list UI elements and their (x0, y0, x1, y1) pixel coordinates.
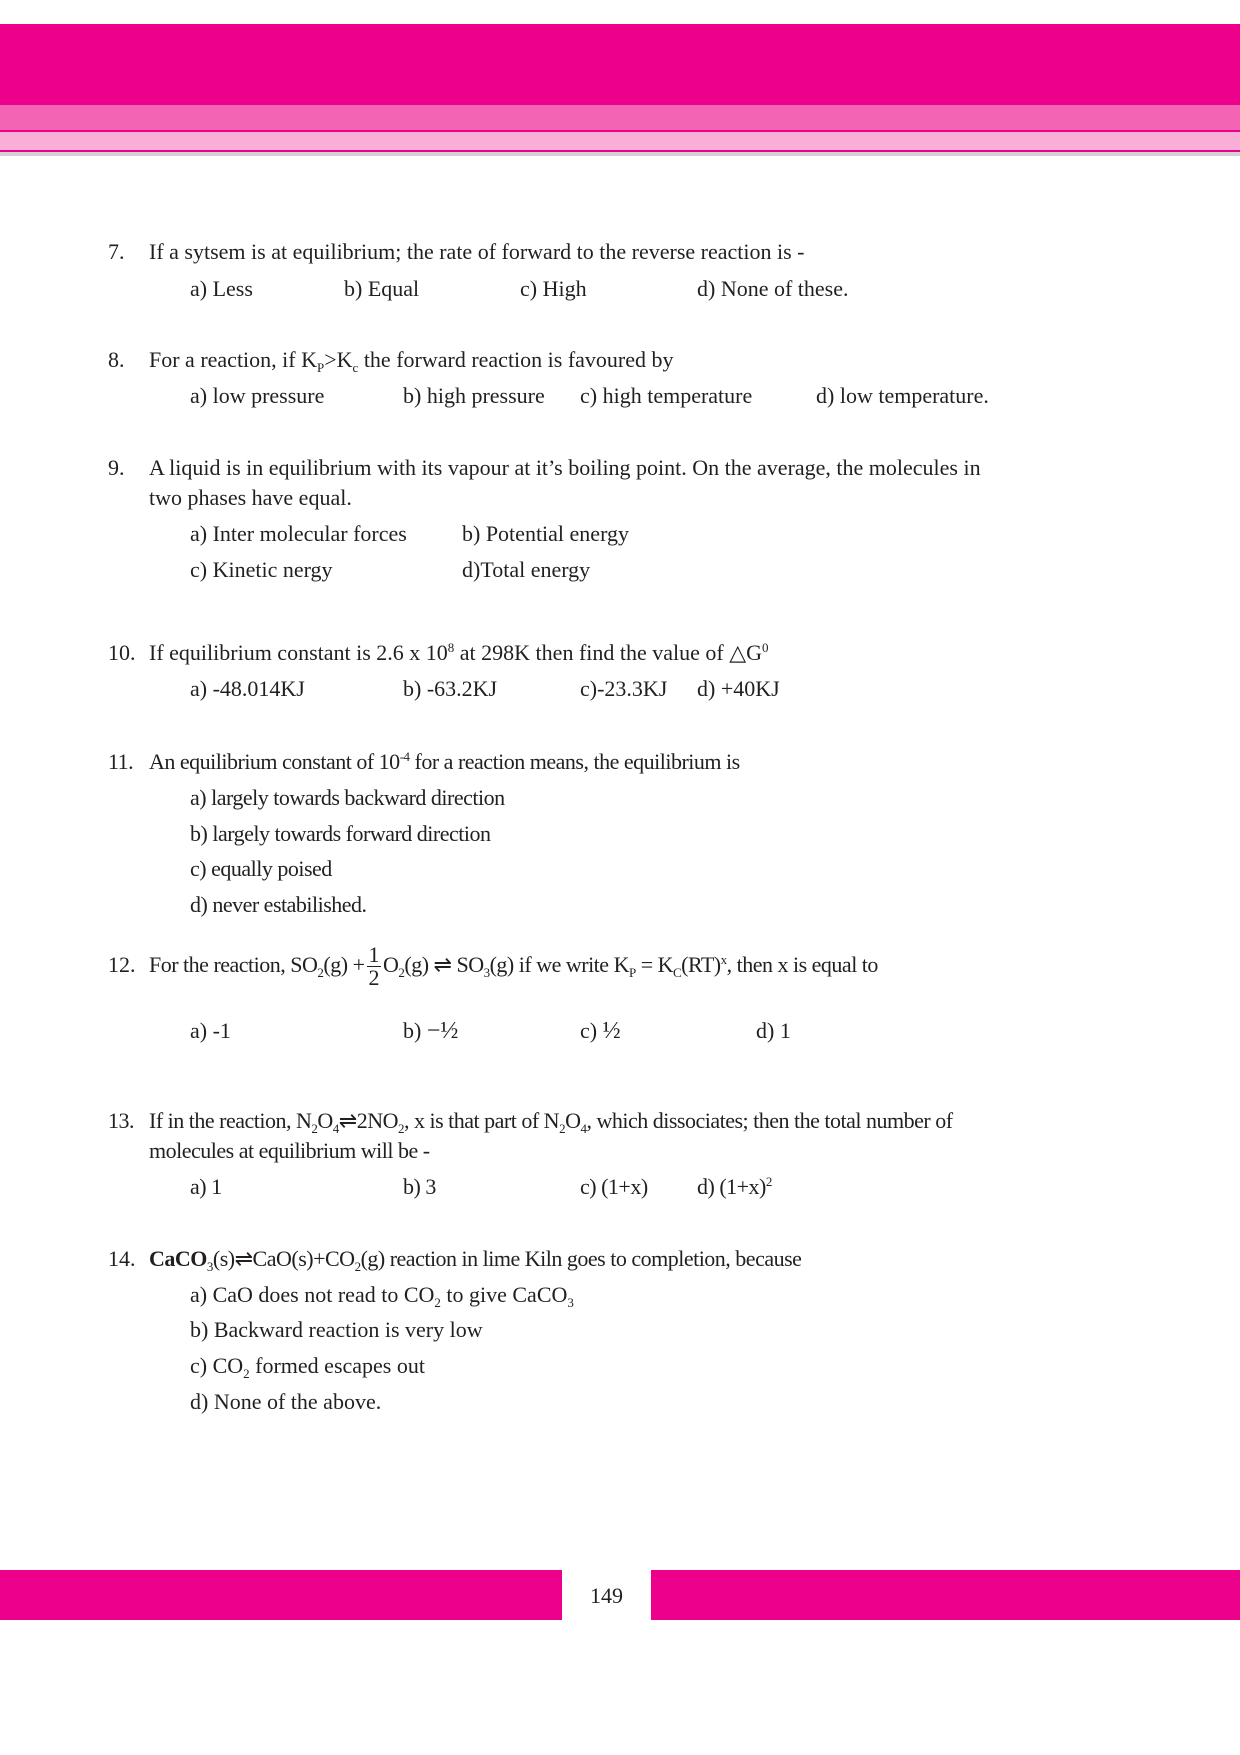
option-value: −½ (426, 1018, 459, 1044)
question-number: 12. (108, 952, 136, 977)
option-a: a) Inter molecular forces (190, 521, 407, 546)
option-a: a) Less (190, 276, 253, 301)
text: = K (635, 952, 673, 977)
text: for a reaction means, the equilibrium is (409, 749, 740, 774)
question-text (149, 346, 674, 374)
option-d (697, 1173, 772, 1201)
subscript: 2 (317, 965, 324, 980)
formula (290, 942, 514, 991)
text: For the reaction, (149, 952, 291, 977)
superscript: 8 (447, 640, 455, 655)
text: a) CaO does not read to CO (190, 1282, 435, 1307)
text: K (613, 952, 629, 977)
fraction (367, 944, 382, 989)
question-text: A liquid is in equilibrium with its vapour at it’s boiling point. On the average, the molecules in (149, 455, 981, 480)
subscript: 3 (567, 1295, 574, 1310)
option-d: d) None of the above. (190, 1389, 382, 1414)
text: (RT) (681, 952, 721, 977)
equilibrium-arrow-icon: ⇌ (234, 1246, 253, 1271)
text: , which dissociates; then the total number of (586, 1108, 953, 1133)
question-text: two phases have equal. (149, 485, 352, 510)
option-a: a) largely towards backward direction (190, 785, 505, 810)
question-text: If a sytsem is at equilibrium; the rate of forward to the reverse reaction is - (149, 239, 805, 264)
question-text: molecules at equilibrium will be - (149, 1138, 430, 1163)
subscript: C (672, 965, 682, 980)
formula-bold: CaCO (149, 1246, 207, 1271)
option-b: b) Potential energy (462, 521, 629, 546)
text: △G (729, 640, 763, 665)
subscript: P (317, 360, 325, 375)
question-number: 11. (108, 749, 134, 774)
text: at 298K then find the value of (454, 640, 730, 665)
text: (g) (404, 952, 429, 977)
superscript: x (720, 952, 727, 967)
option-b: b) largely towards forward direction (190, 821, 491, 846)
text: to give CaCO (440, 1282, 568, 1307)
option-c (190, 1352, 425, 1380)
text: , x is that part of N (403, 1108, 560, 1133)
text: formed escapes out (249, 1353, 425, 1378)
option-d: d)Total energy (462, 557, 591, 582)
subscript: 2 (397, 1121, 404, 1136)
subscript: 3 (483, 965, 490, 980)
footer-bar-left (0, 1570, 562, 1620)
option-c: c) High (520, 276, 587, 301)
superscript: 0 (762, 640, 769, 655)
header-band-light-pink (0, 132, 1240, 150)
text: If in the reaction, N (149, 1108, 312, 1133)
option-b: b) high pressure (403, 383, 545, 408)
question-text (149, 932, 878, 998)
equilibrium-arrow-icon: ⇌ (433, 952, 452, 977)
text: If equilibrium constant is 2.6 x 10 (149, 640, 448, 665)
option-c: c) Kinetic nergy (190, 557, 333, 582)
header-band-pink (0, 105, 1240, 130)
text: the forward reaction is favoured by (358, 347, 674, 372)
text: For a reaction, if K (149, 347, 317, 372)
subscript: 4 (332, 1121, 339, 1136)
question-number: 7. (108, 239, 125, 264)
option-label: c) (580, 1018, 598, 1043)
subscript: 2 (559, 1121, 566, 1136)
option-c (580, 1017, 621, 1045)
text: An equilibrium constant of 10 (149, 749, 400, 774)
option-a (190, 1281, 574, 1309)
subscript: 3 (206, 1259, 213, 1274)
text: SO (290, 952, 318, 977)
option-label: b) (403, 1018, 422, 1043)
option-d: d) None of these. (697, 276, 849, 301)
option-a: a) low pressure (190, 383, 325, 408)
text: (g) (323, 952, 348, 977)
text: 2NO (356, 1108, 398, 1133)
subscript: 2 (311, 1121, 318, 1136)
subscript: c (352, 360, 359, 375)
text: + (352, 952, 365, 977)
subscript: 4 (580, 1121, 587, 1136)
equilibrium-arrow-icon: ⇌ (338, 1108, 357, 1133)
option-d: d) 1 (756, 1018, 791, 1043)
denominator: 2 (368, 965, 379, 991)
subscript: 2 (354, 1259, 361, 1274)
subscript: 2 (243, 1366, 250, 1381)
text: (g) reaction in lime Kiln goes to completion, because (360, 1246, 802, 1271)
option-d: d) +40KJ (697, 676, 780, 701)
header-band-magenta (0, 24, 1240, 105)
text: c) CO (190, 1353, 244, 1378)
question-text (149, 748, 740, 776)
option-d: d) low temperature. (816, 383, 989, 408)
footer-bar-right (651, 1570, 1240, 1620)
subscript: 2 (434, 1295, 441, 1310)
text: O (565, 1108, 581, 1133)
superscript: 2 (765, 1174, 772, 1189)
text: if we write (513, 952, 614, 977)
question-number: 10. (108, 640, 136, 665)
option-a: a) 1 (190, 1174, 222, 1199)
option-c: c) high temperature (580, 383, 753, 408)
option-value: ½ (602, 1018, 621, 1044)
question-number: 8. (108, 347, 125, 372)
text: , then x is equal to (726, 952, 878, 977)
option-a: a) -48.014KJ (190, 676, 305, 701)
subscript: P (628, 965, 636, 980)
option-b: b) 3 (403, 1174, 436, 1199)
option-c: c) equally poised (190, 856, 332, 881)
text: >K (324, 347, 353, 372)
text: (s) (212, 1246, 235, 1271)
question-number: 13. (108, 1108, 134, 1133)
question-number: 9. (108, 455, 125, 480)
text: SO (456, 952, 484, 977)
numerator: 1 (368, 942, 379, 968)
option-b: b) Equal (344, 276, 420, 301)
option-c: c) (1+x) (580, 1174, 648, 1199)
header-shadow (0, 152, 1240, 156)
option-b (403, 1017, 458, 1045)
option-b: b) -63.2KJ (403, 676, 498, 701)
question-number: 14. (108, 1246, 136, 1271)
text: CaO(s)+CO (252, 1246, 355, 1271)
option-a: a) -1 (190, 1018, 231, 1043)
text: (g) (489, 952, 514, 977)
option-b: b) Backward reaction is very low (190, 1317, 483, 1342)
text: d) (1+x) (697, 1174, 766, 1199)
page-number: 149 (590, 1583, 623, 1608)
question-text (149, 639, 769, 667)
text: O (383, 952, 399, 977)
option-c: c)-23.3KJ (580, 676, 668, 701)
text: O (317, 1108, 333, 1133)
question-text (149, 1107, 953, 1135)
superscript: -4 (399, 749, 410, 764)
subscript: 2 (398, 965, 405, 980)
option-d: d) never estabilished. (190, 892, 367, 917)
question-text (149, 1245, 801, 1273)
